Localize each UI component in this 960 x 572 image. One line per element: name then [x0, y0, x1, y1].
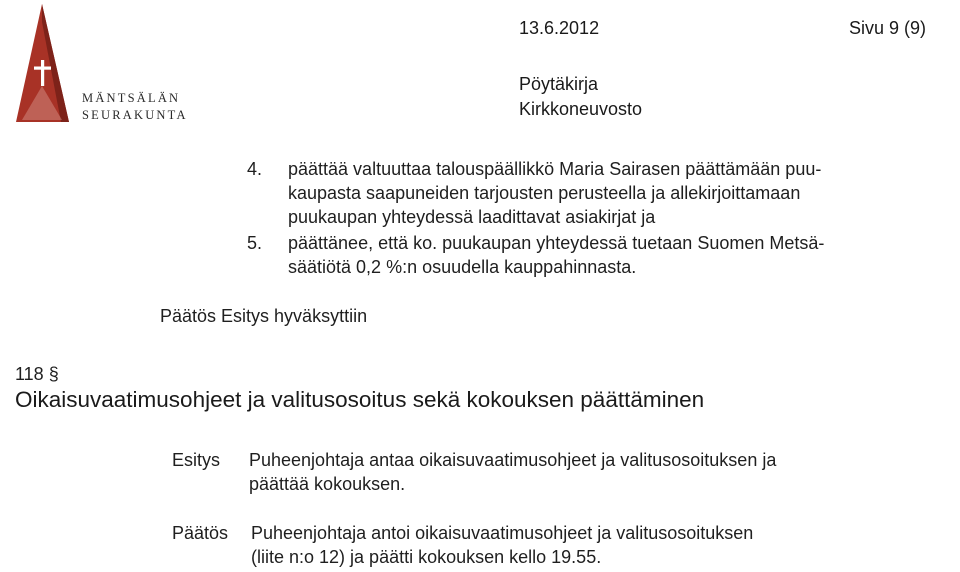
list-item-line: päättänee, että ko. puukaupan yhteydessä tuetaan Suomen Metsä-	[288, 233, 825, 253]
decision-label: Päätös	[172, 523, 229, 543]
proposal-text	[249, 448, 929, 496]
decision-line-text: Puheenjohtaja antoi oikaisuvaatimusohjeet ja valitusosoituksen	[251, 523, 754, 543]
list-item-text	[288, 157, 948, 229]
decision-text	[251, 521, 931, 569]
header-doc-type: Pöytäkirja	[519, 74, 599, 94]
header-page: Sivu 9 (9)	[849, 18, 927, 38]
church-logo-icon	[14, 2, 84, 126]
section-number	[15, 362, 59, 386]
decision-line: Päätös Esitys hyväksyttiin	[160, 306, 368, 326]
section-number-value: 118	[15, 364, 44, 384]
list-item-text	[288, 231, 948, 279]
list-item-number: 5.	[247, 233, 263, 253]
logo-line-1: MÄNTSÄLÄN	[82, 91, 181, 105]
list-item-number: 4.	[247, 159, 263, 179]
parish-logo	[14, 2, 194, 126]
decision-line-text: (liite n:o 12) ja päätti kokouksen kello 19.55.	[251, 547, 602, 567]
list-item-line: kaupasta saapuneiden tarjousten perusteella ja allekirjoittamaan	[288, 183, 801, 203]
logo-line-2: SEURAKUNTA	[82, 108, 188, 122]
section-mark: §	[48, 364, 59, 384]
proposal-line: päättää kokouksen.	[249, 474, 406, 494]
list-item-line: päättää valtuuttaa talouspäällikkö Maria Sairasen päättämään puu-	[288, 159, 822, 179]
proposal-line: Puheenjohtaja antaa oikaisuvaatimusohjeet ja valitusosoituksen ja	[249, 450, 777, 470]
list-item-line: puukaupan yhteydessä laadittavat asiakirjat ja	[288, 207, 656, 227]
list-item-line: säätiötä 0,2 %:n osuudella kauppahinnasta.	[288, 257, 637, 277]
header-date: 13.6.2012	[519, 18, 600, 38]
proposal-label: Esitys	[172, 450, 221, 470]
section-title: Oikaisuvaatimusohjeet ja valitusosoitus sekä kokouksen päättäminen	[15, 387, 705, 412]
header-body: Kirkkoneuvosto	[519, 99, 643, 119]
